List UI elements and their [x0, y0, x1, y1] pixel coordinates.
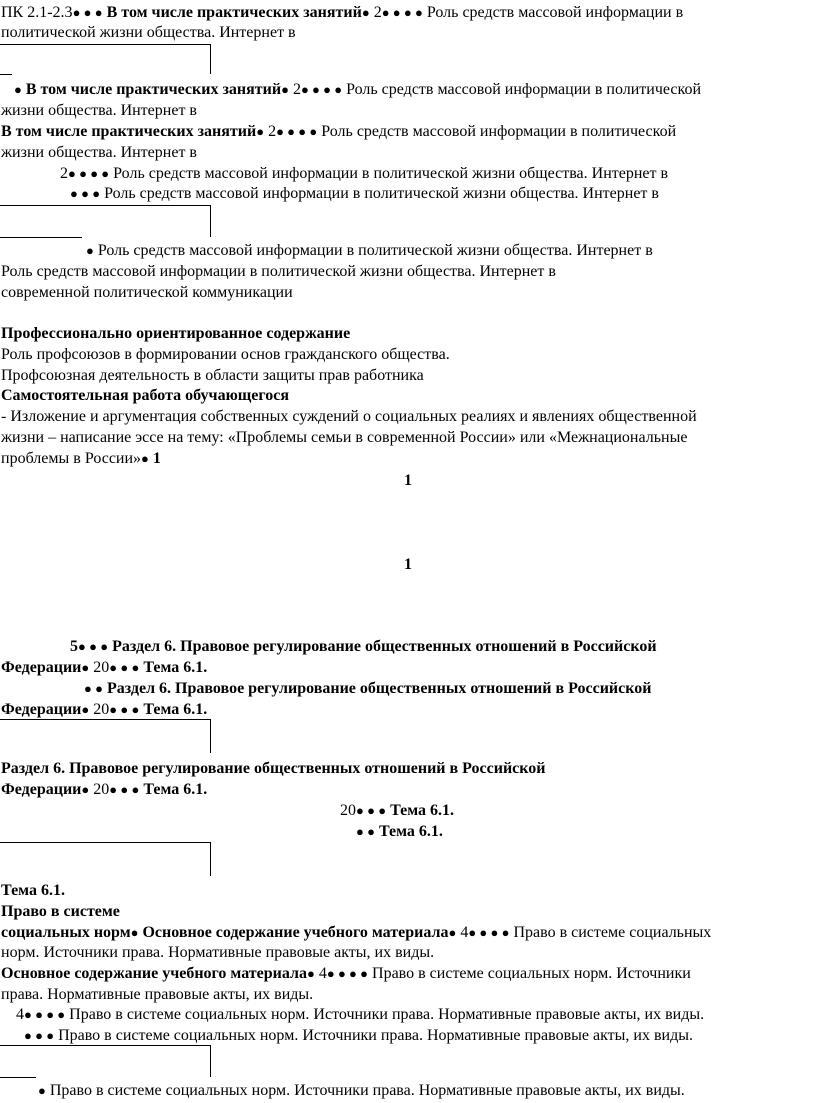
text-line: норм. Источники права. Нормативные правовые акты, их виды.: [1, 944, 435, 961]
text: Федерации: [1, 659, 82, 676]
bullet-icon: ●: [281, 82, 289, 97]
text-line: [1, 262, 556, 282]
bullet-icon: ●: [361, 5, 370, 20]
table-rule: [0, 1045, 210, 1046]
text: 2: [369, 4, 382, 21]
bullet-icon: ● ●: [84, 681, 103, 696]
text: Раздел 6. Правовое регулирование общественных отношений в Российской: [102, 680, 652, 697]
text: ПК 2.1-2.3: [1, 4, 73, 21]
bullet-icon: ● ● ●: [109, 702, 140, 717]
text-line: [60, 164, 668, 184]
text-line: [14, 80, 701, 100]
text: В том числе практических занятий: [102, 4, 362, 21]
text-line: [38, 1081, 685, 1101]
text: Право в системе социальных норм. Источники права. Нормативные правовые акты, их виды.: [65, 1006, 705, 1023]
text: 4: [456, 924, 469, 941]
text-line: [86, 241, 653, 261]
bullet-icon: ● ● ● ●: [381, 5, 423, 20]
section-heading: Самостоятельная работа обучающегося: [1, 387, 290, 404]
table-rule: [0, 237, 82, 238]
text: Право в системе социальных норм. Источники права. Нормативные правовые акты, их виды.: [45, 1082, 685, 1099]
text-line: [1, 283, 293, 303]
text-line: [1, 780, 207, 800]
table-rule: [210, 44, 211, 74]
text: 2: [288, 81, 301, 98]
text-line: [84, 679, 651, 699]
bullet-icon: ●: [130, 925, 139, 940]
bullet-icon: ●: [81, 702, 90, 717]
bullet-icon: ●: [81, 782, 90, 797]
text: Тема 6.1.: [139, 701, 208, 718]
text: Раздел 6. Правовое регулирование общественных отношений в Российской: [108, 638, 657, 655]
text: политической жизни общества. Интернет в: [1, 24, 296, 41]
table-rule: [0, 1077, 36, 1078]
table-rule: [210, 205, 211, 237]
text: 20: [89, 701, 110, 718]
text: 5: [70, 638, 78, 655]
text: Федерации: [1, 781, 82, 798]
table-rule: [0, 44, 210, 45]
text-line: - Изложение и аргументация собственных суждений о социальных реалиях и явлениях общественной: [1, 408, 697, 425]
hours-value: 1: [148, 450, 161, 467]
bullet-icon: ●: [86, 243, 94, 258]
text-line: [1, 122, 676, 142]
text: Тема 6.1.: [386, 802, 455, 819]
text-line: Роль профсоюзов в формировании основ гражданского общества.: [1, 346, 450, 363]
text-line: [1, 700, 207, 720]
bullet-icon: ● ● ●: [70, 186, 101, 201]
bullet-icon: ● ● ●: [356, 803, 387, 818]
text-line: [356, 822, 443, 842]
text: Право в системе социальных: [509, 924, 712, 941]
text: 20: [89, 659, 110, 676]
text-line: [1, 449, 161, 469]
text: 20: [340, 802, 356, 819]
text: Роль средств массовой информации в политической жизни общества. Интернет в: [1, 263, 556, 280]
bullet-icon: ● ● ● ●: [300, 82, 343, 97]
text: Роль средств массовой информации в политической жизни общества. Интернет в: [109, 165, 669, 182]
text: 2: [60, 165, 68, 182]
text: Основное содержание учебного материала: [1, 965, 307, 982]
text: Тема 6.1.: [374, 823, 443, 840]
topic-title: Право в системе: [1, 903, 120, 920]
text: Право в системе социальных норм. Источники права. Нормативные правовые акты, их виды.: [54, 1027, 693, 1044]
text: 20: [89, 781, 110, 798]
text-line: Раздел 6. Правовое регулирование общественных отношений в Российской: [1, 760, 546, 777]
bullet-icon: ● ● ●: [24, 1028, 55, 1043]
text-line: [1, 3, 683, 23]
text: Роль средств массовой информации в политической жизни общества. Интернет в: [100, 185, 659, 202]
text: проблемы в России»: [1, 450, 142, 467]
bullet-icon: ●: [14, 82, 22, 97]
bullet-icon: ● ● ● ●: [276, 124, 318, 139]
text-line: [70, 184, 659, 204]
text: 4: [16, 1006, 24, 1023]
table-rule: [210, 842, 211, 876]
bullet-icon: ●: [38, 1083, 46, 1098]
text: Тема 6.1.: [139, 781, 208, 798]
bullet-icon: ● ● ●: [109, 660, 140, 675]
hours-value: 1: [404, 556, 412, 573]
text-line: [1, 658, 207, 678]
text: Роль средств массовой информации в политической: [317, 123, 677, 140]
bullet-icon: ● ● ● ●: [468, 925, 510, 940]
text-line: [1, 923, 711, 943]
text: В том числе практических занятий: [21, 81, 282, 98]
text: 4: [314, 965, 327, 982]
section-heading: Профессионально ориентированное содержание: [1, 325, 351, 342]
bullet-icon: ● ● ● ●: [68, 166, 110, 181]
text: Роль средств массовой информации в политической жизни общества. Интернет в: [93, 242, 653, 259]
bullet-icon: ●: [256, 124, 265, 139]
table-rule: [210, 719, 211, 753]
text-line: права. Нормативные правовые акты, их виды.: [1, 986, 314, 1003]
text: современной политической коммуникации: [1, 284, 293, 301]
text-line: [1, 964, 691, 984]
text-line: [1, 143, 197, 163]
bullet-icon: ● ● ● ●: [24, 1007, 66, 1022]
text-line: жизни – написание эссе на тему: «Проблемы семьи в современной России» или «Межнациональные: [1, 429, 688, 446]
hours-value: 1: [404, 472, 412, 489]
text-line: [340, 801, 454, 821]
bullet-icon: ●: [141, 451, 149, 466]
bullet-icon: ● ● ● ●: [326, 966, 369, 981]
table-rule: [0, 74, 12, 75]
text: Роль средств массовой информации в: [422, 4, 684, 21]
text: Основное содержание учебного материала: [138, 924, 449, 941]
bullet-icon: ●: [306, 966, 315, 981]
text-line: [1, 101, 197, 121]
text-line: [1, 23, 296, 43]
bullet-icon: ●: [81, 660, 90, 675]
text-line: [24, 1026, 693, 1046]
text: Федерации: [1, 701, 82, 718]
text: жизни общества. Интернет в: [1, 144, 197, 161]
text: В том числе практических занятий: [1, 123, 257, 140]
text: Тема 6.1.: [139, 659, 208, 676]
text-line: [16, 1005, 704, 1025]
bullet-icon: ● ● ●: [72, 5, 103, 20]
table-rule: [210, 1045, 211, 1077]
text: Роль средств массовой информации в политической: [342, 81, 702, 98]
text: социальных норм: [1, 924, 131, 941]
bullet-icon: ● ● ●: [109, 782, 140, 797]
text: 2: [264, 123, 277, 140]
bullet-icon: ●: [448, 925, 457, 940]
table-rule: [0, 719, 210, 720]
bullet-icon: ● ●: [356, 824, 375, 839]
text: жизни общества. Интернет в: [1, 102, 197, 119]
text: Право в системе социальных норм. Источники: [368, 965, 691, 982]
table-rule: [0, 205, 210, 206]
bullet-icon: ● ● ●: [78, 639, 109, 654]
text-line: [70, 637, 657, 657]
table-rule: [0, 842, 210, 843]
topic-title: Тема 6.1.: [1, 882, 65, 899]
text-line: Профсоюзная деятельность в области защиты прав работника: [1, 367, 424, 384]
